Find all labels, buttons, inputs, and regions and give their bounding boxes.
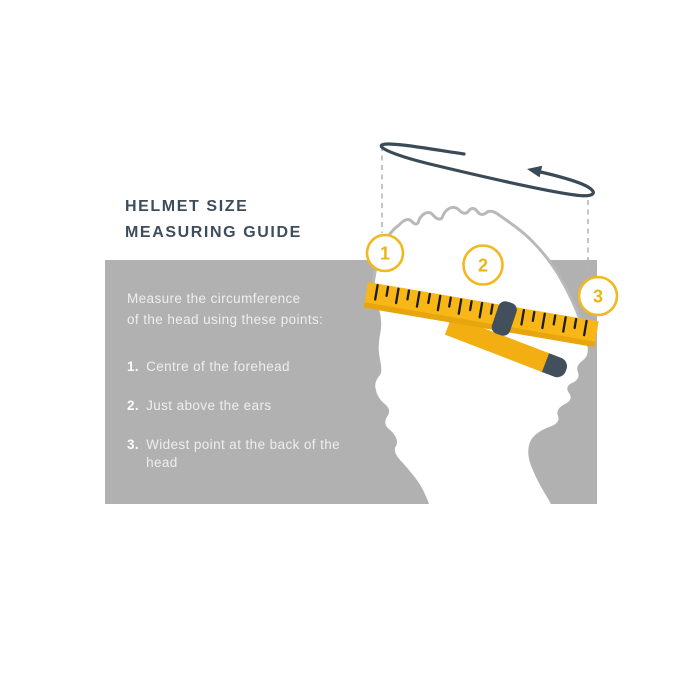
marker-3 <box>579 277 617 315</box>
page-title-line2: MEASURING GUIDE <box>125 224 302 241</box>
item-number: 3. <box>127 437 140 452</box>
arrowhead-icon <box>527 166 542 178</box>
item-text: Just above the ears <box>146 398 272 413</box>
marker-label: 1 <box>379 243 391 264</box>
item-text: Centre of the forehead <box>146 359 290 374</box>
intro-line1: Measure the circumference <box>127 291 301 306</box>
marker-label: 2 <box>477 255 489 276</box>
intro-line2: of the head using these points: <box>127 312 324 327</box>
item-text: Widest point at the back of the head <box>146 437 341 470</box>
circumference-arrow-icon <box>381 144 593 196</box>
marker-label: 3 <box>592 286 604 307</box>
item-number: 1. <box>127 359 140 374</box>
item-number: 2. <box>127 398 140 413</box>
marker-2 <box>464 246 503 285</box>
marker-1 <box>367 235 403 271</box>
page-title-line1: HELMET SIZE <box>125 198 249 215</box>
